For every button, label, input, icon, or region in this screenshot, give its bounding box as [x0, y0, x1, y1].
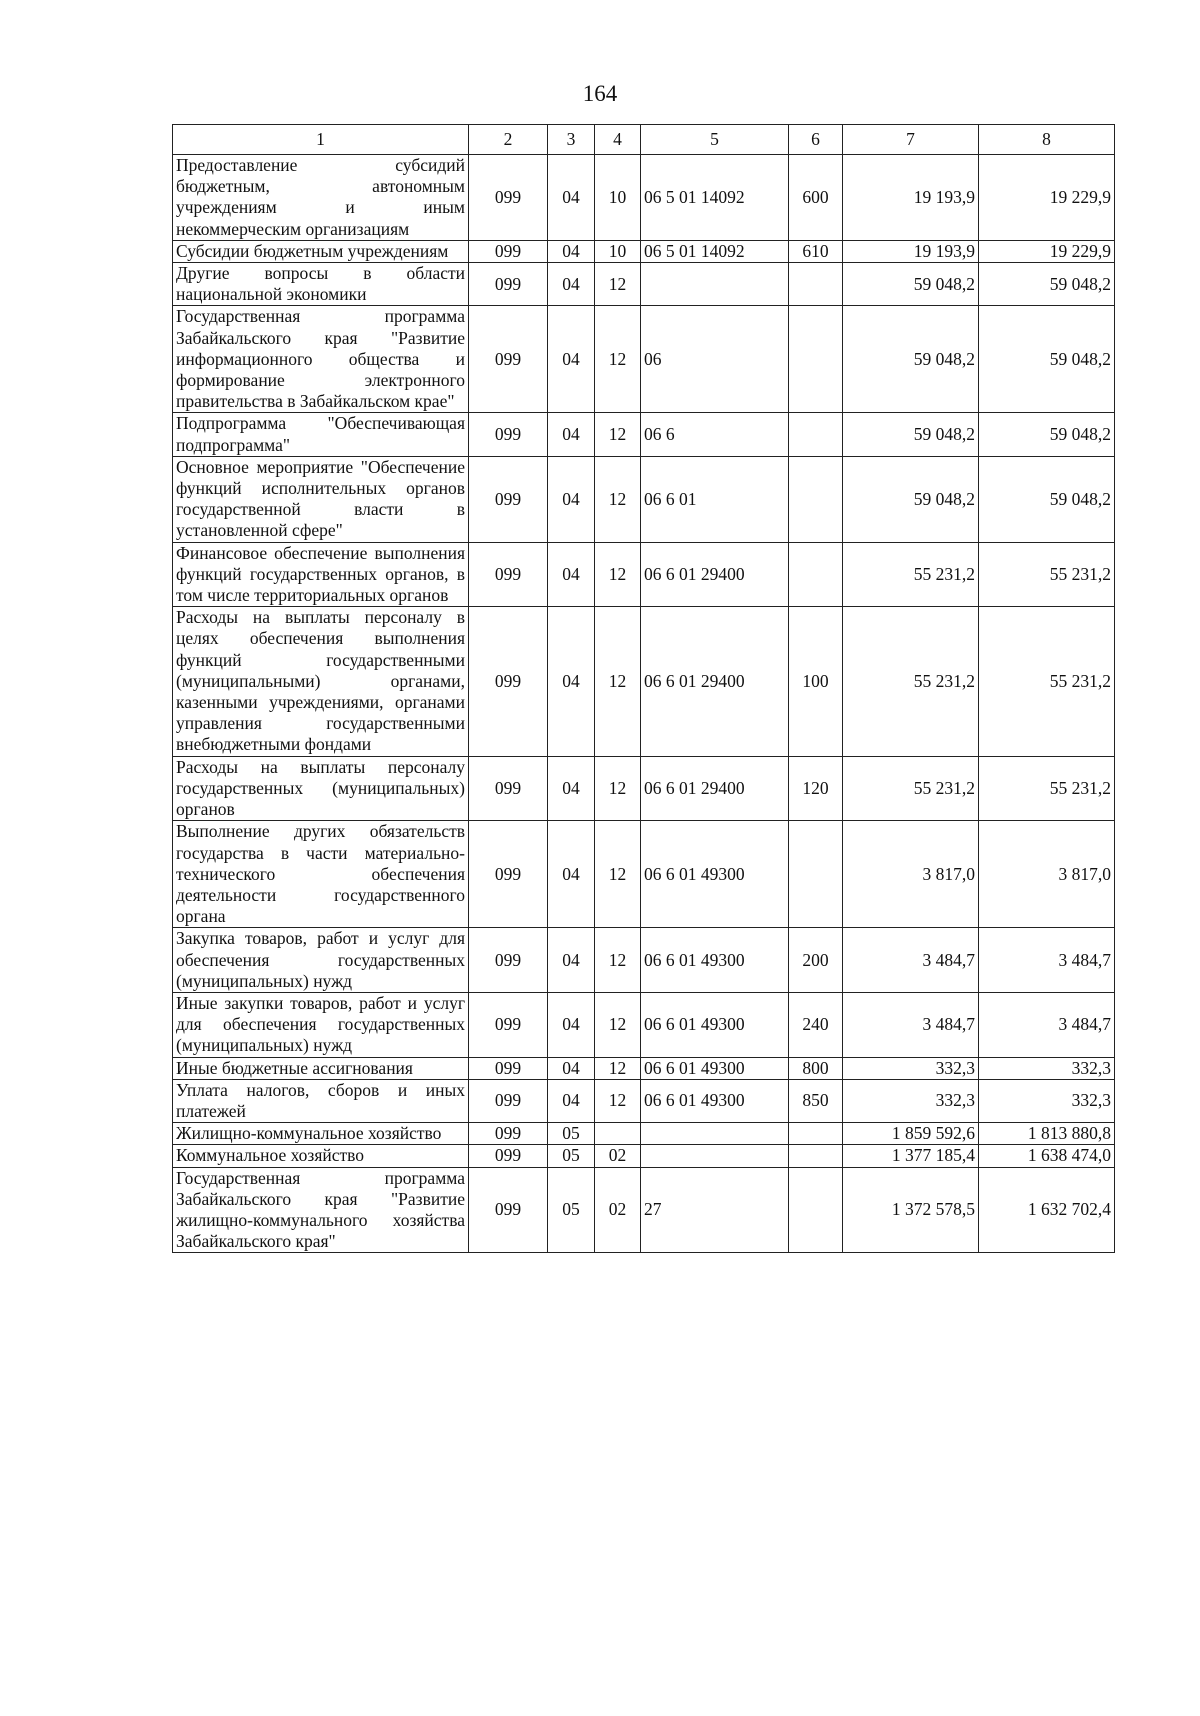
table-row [173, 240, 1115, 262]
row-col-6 [789, 542, 843, 607]
row-col-6: 800 [789, 1057, 843, 1079]
table-row [173, 992, 1115, 1057]
row-col-8: 3 817,0 [979, 821, 1115, 928]
row-col-5: 06 6 01 29400 [641, 756, 789, 821]
row-col-8: 1 632 702,4 [979, 1167, 1115, 1253]
row-col-3: 04 [548, 821, 595, 928]
row-col-2: 099 [469, 607, 548, 756]
row-col-6 [789, 263, 843, 306]
table-row [173, 1123, 1115, 1145]
row-col-3: 04 [548, 155, 595, 241]
row-name: Предоставление субсидий бюджетным, автономным учреждениям и иным некоммерческим организациям [173, 155, 469, 241]
row-col-5: 06 6 01 49300 [641, 821, 789, 928]
row-col-5: 06 6 01 [641, 456, 789, 542]
row-col-2: 099 [469, 1057, 548, 1079]
table-row [173, 263, 1115, 306]
row-col-5: 06 6 01 29400 [641, 542, 789, 607]
row-col-7: 59 048,2 [843, 306, 979, 413]
row-col-5: 06 6 01 49300 [641, 1079, 789, 1122]
row-col-2: 099 [469, 413, 548, 456]
row-col-4: 12 [595, 821, 641, 928]
row-col-2: 099 [469, 456, 548, 542]
table-row [173, 1167, 1115, 1253]
row-col-3: 05 [548, 1123, 595, 1145]
row-col-4: 12 [595, 542, 641, 607]
row-col-4 [595, 1123, 641, 1145]
row-col-2: 099 [469, 1167, 548, 1253]
row-col-4: 12 [595, 992, 641, 1057]
table-header [173, 125, 1115, 155]
row-name: Жилищно-коммунальное хозяйство [173, 1123, 469, 1145]
row-name: Подпрограмма "Обеспечивающая подпрограмма" [173, 413, 469, 456]
row-col-7: 59 048,2 [843, 456, 979, 542]
row-name: Основное мероприятие "Обеспечение функций исполнительных органов государственной власти в установленной сфере" [173, 456, 469, 542]
row-name: Расходы на выплаты персоналу государственных (муниципальных) органов [173, 756, 469, 821]
row-col-5: 06 6 01 29400 [641, 607, 789, 756]
row-col-6: 200 [789, 928, 843, 993]
row-col-4: 12 [595, 756, 641, 821]
table-row [173, 542, 1115, 607]
header-col-4: 4 [595, 125, 641, 155]
header-col-8: 8 [979, 125, 1115, 155]
row-col-7: 3 817,0 [843, 821, 979, 928]
row-col-2: 099 [469, 821, 548, 928]
row-col-5: 06 6 01 49300 [641, 1057, 789, 1079]
row-col-6 [789, 1123, 843, 1145]
row-col-2: 099 [469, 542, 548, 607]
row-col-3: 04 [548, 756, 595, 821]
table-row [173, 607, 1115, 756]
row-col-8: 59 048,2 [979, 413, 1115, 456]
row-name: Финансовое обеспечение выполнения функций государственных органов, в том числе территориальных органов [173, 542, 469, 607]
row-col-2: 099 [469, 1079, 548, 1122]
row-col-5 [641, 1145, 789, 1167]
row-col-3: 04 [548, 1079, 595, 1122]
row-col-3: 05 [548, 1167, 595, 1253]
row-col-5: 27 [641, 1167, 789, 1253]
row-col-3: 04 [548, 992, 595, 1057]
row-col-5: 06 6 01 49300 [641, 928, 789, 993]
row-col-6: 120 [789, 756, 843, 821]
row-col-4: 12 [595, 263, 641, 306]
row-col-8: 19 229,9 [979, 240, 1115, 262]
header-col-7: 7 [843, 125, 979, 155]
row-name: Субсидии бюджетным учреждениям [173, 240, 469, 262]
row-col-4: 10 [595, 240, 641, 262]
row-name: Другие вопросы в области национальной экономики [173, 263, 469, 306]
table-row [173, 928, 1115, 993]
row-col-7: 332,3 [843, 1079, 979, 1122]
row-col-2: 099 [469, 756, 548, 821]
row-col-8: 3 484,7 [979, 992, 1115, 1057]
row-col-2: 099 [469, 240, 548, 262]
header-col-2: 2 [469, 125, 548, 155]
row-col-3: 04 [548, 928, 595, 993]
table-row [173, 821, 1115, 928]
row-col-2: 099 [469, 306, 548, 413]
row-col-6 [789, 1145, 843, 1167]
row-col-8: 332,3 [979, 1057, 1115, 1079]
row-col-7: 1 372 578,5 [843, 1167, 979, 1253]
row-col-4: 12 [595, 1057, 641, 1079]
row-col-6: 100 [789, 607, 843, 756]
row-col-6 [789, 413, 843, 456]
row-col-6 [789, 821, 843, 928]
row-col-8: 3 484,7 [979, 928, 1115, 993]
table-row [173, 155, 1115, 241]
row-col-3: 04 [548, 413, 595, 456]
row-col-6: 240 [789, 992, 843, 1057]
row-col-7: 3 484,7 [843, 992, 979, 1057]
row-col-2: 099 [469, 992, 548, 1057]
row-col-4: 12 [595, 306, 641, 413]
row-col-3: 04 [548, 240, 595, 262]
row-name: Выполнение других обязательств государства в части материально-технического обеспечения деятельности государственного органа [173, 821, 469, 928]
row-col-6 [789, 456, 843, 542]
row-name: Иные бюджетные ассигнования [173, 1057, 469, 1079]
row-name: Иные закупки товаров, работ и услуг для обеспечения государственных (муниципальных) нужд [173, 992, 469, 1057]
row-col-8: 55 231,2 [979, 756, 1115, 821]
row-col-4: 10 [595, 155, 641, 241]
table-row [173, 306, 1115, 413]
row-col-2: 099 [469, 1123, 548, 1145]
header-col-6: 6 [789, 125, 843, 155]
page-number: 164 [582, 81, 618, 106]
row-name: Государственная программа Забайкальского края "Развитие информационного общества и формирование электронного правительства в Забайкальском крае" [173, 306, 469, 413]
row-col-7: 55 231,2 [843, 542, 979, 607]
row-col-4: 12 [595, 607, 641, 756]
row-col-8: 55 231,2 [979, 542, 1115, 607]
row-name: Государственная программа Забайкальского края "Развитие жилищно-коммунального хозяйства Забайкальского края" [173, 1167, 469, 1253]
row-col-7: 1 859 592,6 [843, 1123, 979, 1145]
row-col-7: 1 377 185,4 [843, 1145, 979, 1167]
row-name: Закупка товаров, работ и услуг для обеспечения государственных (муниципальных) нужд [173, 928, 469, 993]
row-col-8: 59 048,2 [979, 306, 1115, 413]
row-col-7: 59 048,2 [843, 413, 979, 456]
row-col-5: 06 6 [641, 413, 789, 456]
row-col-3: 04 [548, 607, 595, 756]
row-col-7: 59 048,2 [843, 263, 979, 306]
row-col-8: 55 231,2 [979, 607, 1115, 756]
row-col-4: 12 [595, 413, 641, 456]
table-row [173, 1057, 1115, 1079]
row-col-5: 06 5 01 14092 [641, 155, 789, 241]
row-col-4: 12 [595, 928, 641, 993]
row-col-6 [789, 306, 843, 413]
row-col-8: 59 048,2 [979, 456, 1115, 542]
row-col-4: 12 [595, 1079, 641, 1122]
row-col-2: 099 [469, 263, 548, 306]
row-col-4: 12 [595, 456, 641, 542]
row-name: Уплата налогов, сборов и иных платежей [173, 1079, 469, 1122]
table-row [173, 413, 1115, 456]
row-col-7: 3 484,7 [843, 928, 979, 993]
row-col-3: 05 [548, 1145, 595, 1167]
row-col-8: 332,3 [979, 1079, 1115, 1122]
row-col-8: 19 229,9 [979, 155, 1115, 241]
row-col-7: 55 231,2 [843, 756, 979, 821]
row-col-2: 099 [469, 928, 548, 993]
row-col-2: 099 [469, 1145, 548, 1167]
row-col-5: 06 5 01 14092 [641, 240, 789, 262]
row-col-7: 55 231,2 [843, 607, 979, 756]
table-row [173, 756, 1115, 821]
row-col-4: 02 [595, 1167, 641, 1253]
row-col-6 [789, 1167, 843, 1253]
row-col-6: 610 [789, 240, 843, 262]
table-row [173, 1145, 1115, 1167]
header-col-5: 5 [641, 125, 789, 155]
row-col-7: 19 193,9 [843, 155, 979, 241]
row-col-5 [641, 263, 789, 306]
row-col-8: 1 638 474,0 [979, 1145, 1115, 1167]
row-col-5: 06 [641, 306, 789, 413]
row-col-8: 1 813 880,8 [979, 1123, 1115, 1145]
table-row [173, 456, 1115, 542]
row-name: Расходы на выплаты персоналу в целях обеспечения выполнения функций государственными (муниципальными) органами, казенными учреждениями, органами управления государственными внебюджетными фондами [173, 607, 469, 756]
row-col-3: 04 [548, 1057, 595, 1079]
header-row [173, 125, 1115, 155]
header-col-3: 3 [548, 125, 595, 155]
row-col-3: 04 [548, 263, 595, 306]
row-col-6: 850 [789, 1079, 843, 1122]
row-col-3: 04 [548, 306, 595, 413]
row-col-7: 332,3 [843, 1057, 979, 1079]
row-col-2: 099 [469, 155, 548, 241]
row-col-6: 600 [789, 155, 843, 241]
row-col-8: 59 048,2 [979, 263, 1115, 306]
budget-table [172, 124, 1115, 1253]
row-col-7: 19 193,9 [843, 240, 979, 262]
row-col-5 [641, 1123, 789, 1145]
header-col-1: 1 [173, 125, 469, 155]
row-col-5: 06 6 01 49300 [641, 992, 789, 1057]
row-col-3: 04 [548, 456, 595, 542]
row-name: Коммунальное хозяйство [173, 1145, 469, 1167]
row-col-4: 02 [595, 1145, 641, 1167]
table-body [173, 155, 1115, 1253]
table-row [173, 1079, 1115, 1122]
row-col-3: 04 [548, 542, 595, 607]
